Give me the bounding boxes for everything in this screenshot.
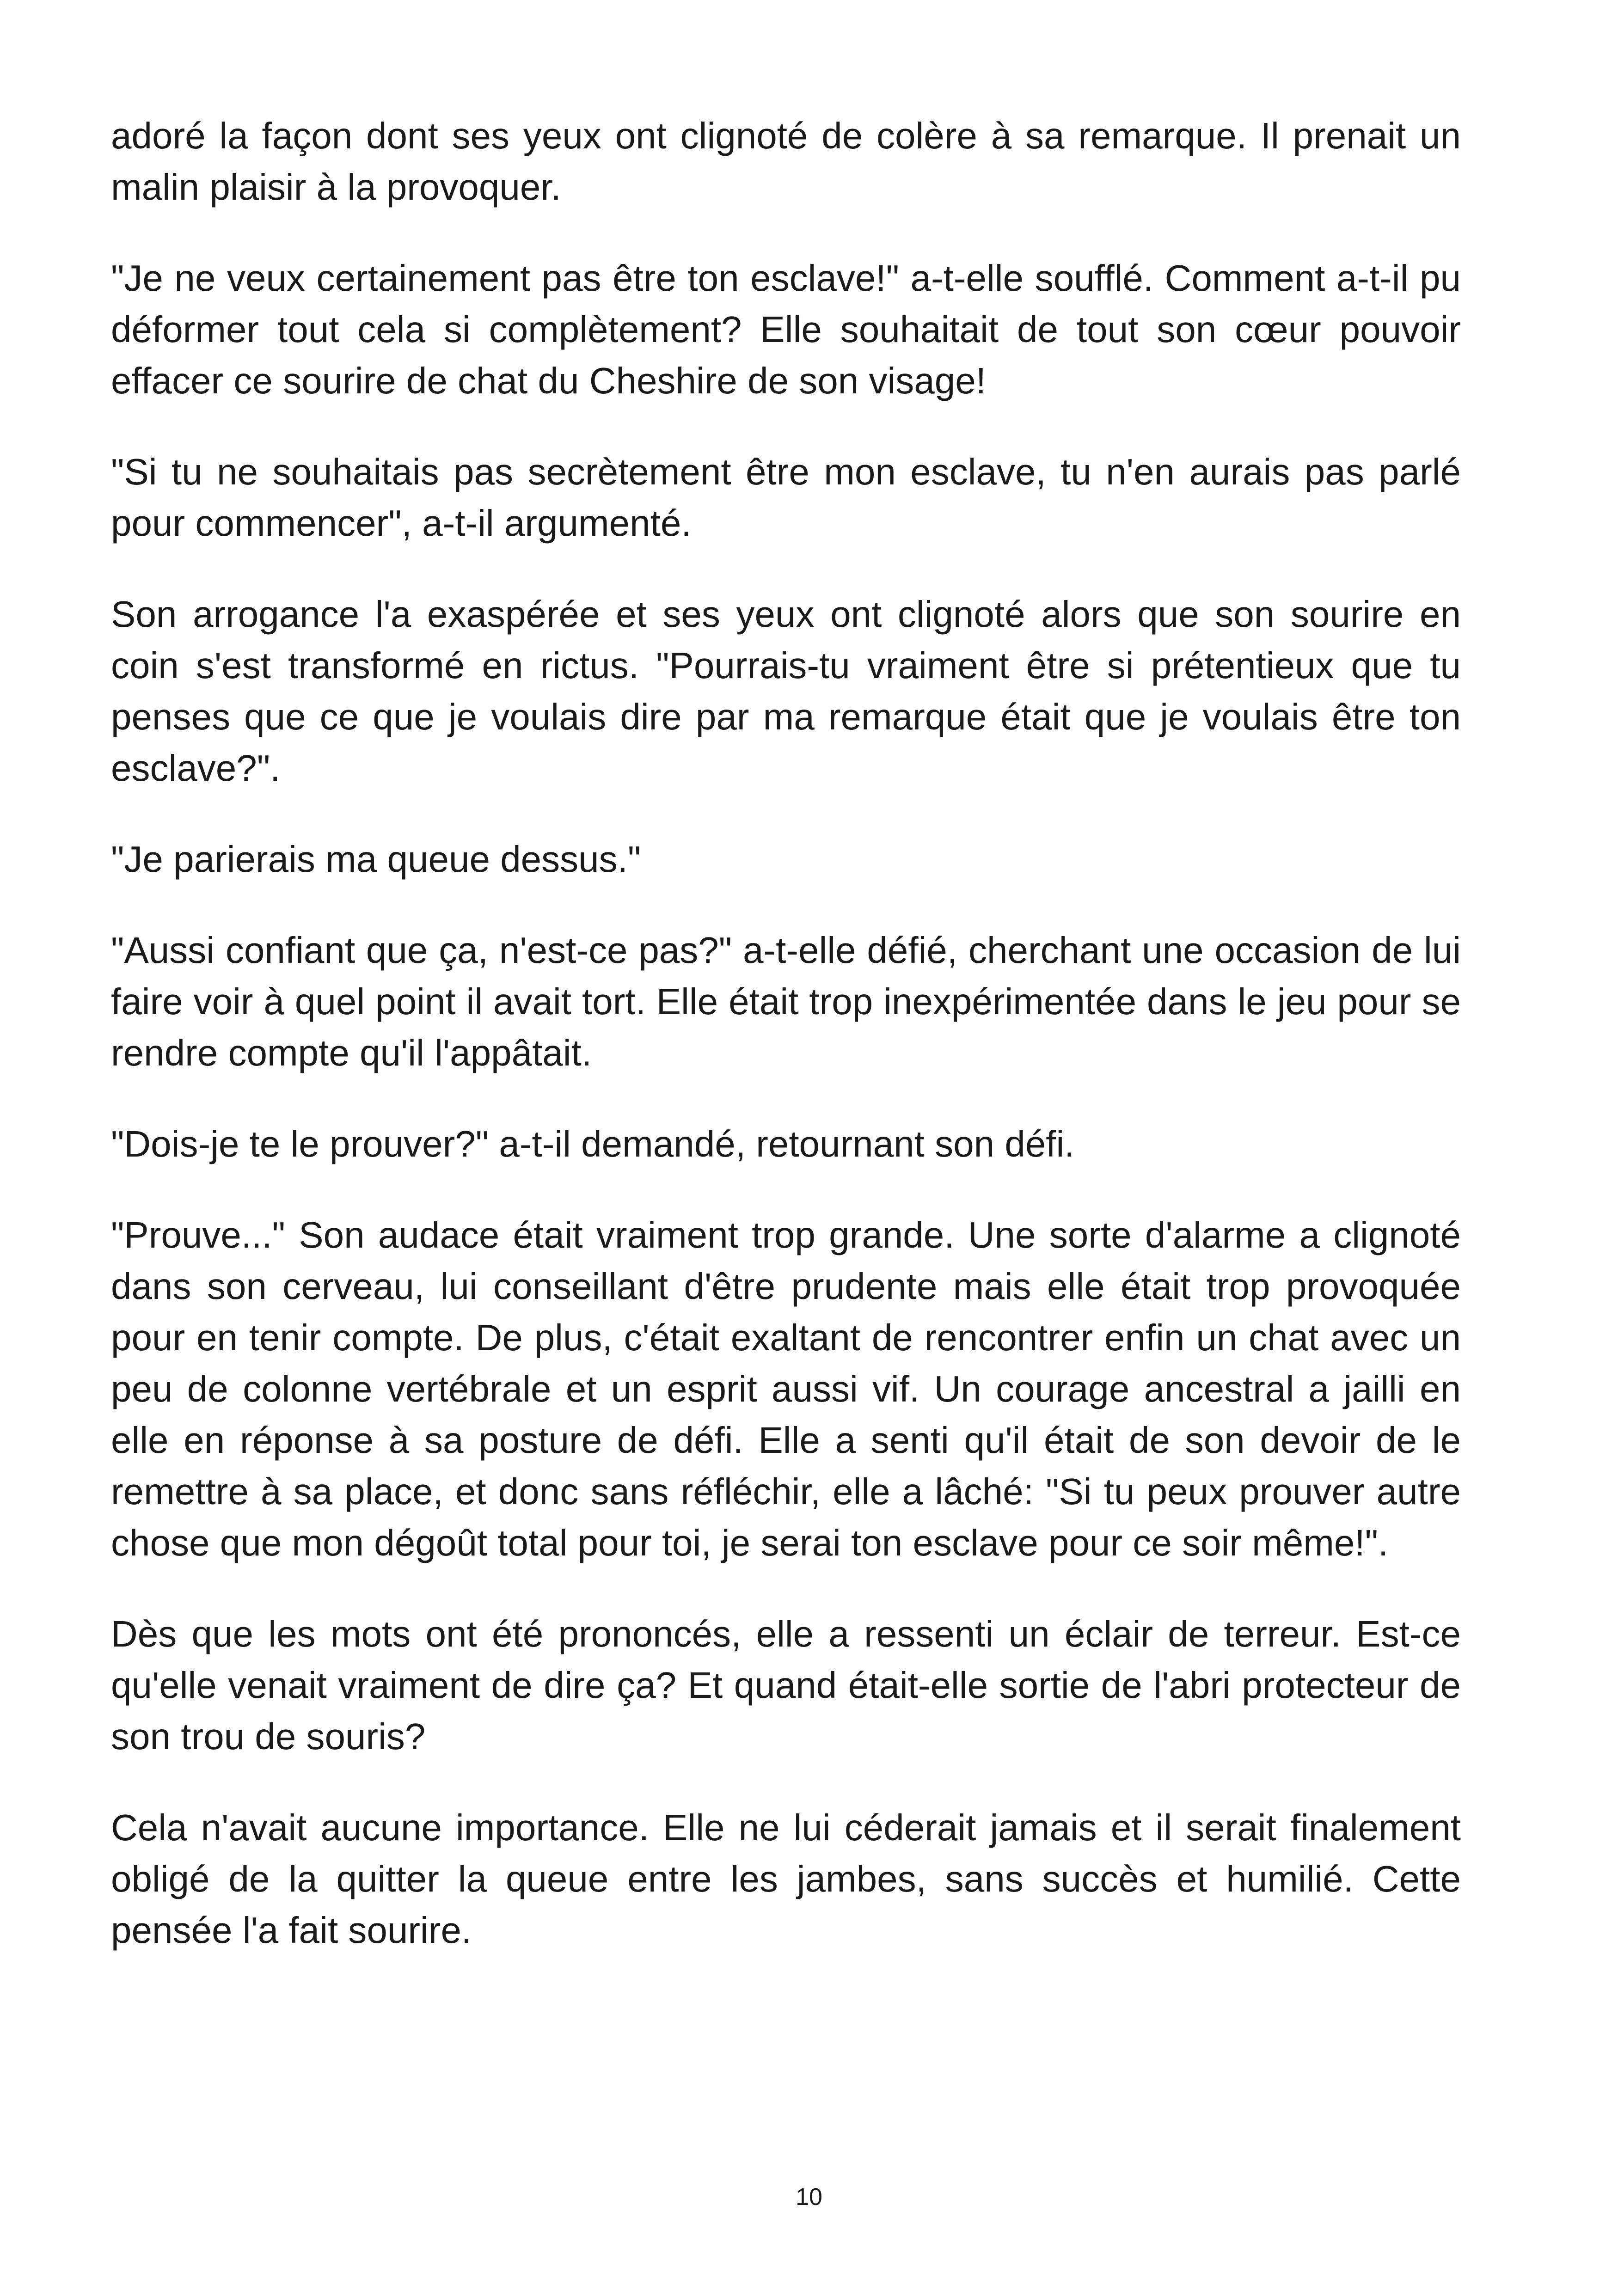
paragraph: "Je ne veux certainement pas être ton esclave!" a-t-elle soufflé. Comment a-t-il pu déformer tout cela si complètement? Elle souhaitait de tout son cœur pouvoir effacer ce sourire de chat du Cheshire de son visage! [111, 257, 1461, 401]
paragraph: "Je parierais ma queue dessus." [111, 839, 641, 880]
paragraph: Cela n'avait aucune importance. Elle ne lui céderait jamais et il serait finalement obligé de la quitter la queue entre les jambes, sans succès et humilié. Cette pensée l'a fait sourire. [111, 1807, 1461, 1951]
paragraph: "Dois-je te le prouver?" a-t-il demandé, retournant son défi. [111, 1123, 1075, 1164]
page-number: 10 [796, 2184, 822, 2210]
paragraph: "Prouve..." Son audace était vraiment trop grande. Une sorte d'alarme a clignoté dans son cerveau, lui conseillant d'être prudente mais elle était trop provoquée pour en tenir compte. De plus, c'était exaltant de rencontrer enfin un chat avec un peu de colonne vertébrale et un esprit aussi vif. Un courage ancestral a jailli en elle en réponse à sa posture de défi. Elle a senti qu'il était de son devoir de le remettre à sa place, et donc sans réfléchir, elle a lâché: "Si tu peux prouver autre chose que mon dégoût total pour toi, je serai ton esclave pour ce soir même!". [111, 1214, 1461, 1563]
paragraph: "Si tu ne souhaitais pas secrètement être mon esclave, tu n'en aurais pas parlé pour commencer", a-t-il argumenté. [111, 451, 1461, 544]
paragraph: Son arrogance l'a exaspérée et ses yeux ont clignoté alors que son sourire en coin s'est transformé en rictus. "Pourrais-tu vraiment être si prétentieux que tu penses que ce que je voulais dire par ma remarque était que je voulais être ton esclave?". [111, 594, 1461, 789]
paragraph: "Aussi confiant que ça, n'est-ce pas?" a-t-elle défié, cherchant une occasion de lui faire voir à quel point il avait tort. Elle était trop inexpérimentée dans le jeu pour se rendre compte qu'il l'appâtait. [111, 930, 1461, 1073]
paragraph: Dès que les mots ont été prononcés, elle a ressenti un éclair de terreur. Est-ce qu'elle venait vraiment de dire ça? Et quand était-elle sortie de l'abri protecteur de son trou de souris? [111, 1613, 1461, 1757]
body-text [111, 110, 1461, 1996]
paragraph: adoré la façon dont ses yeux ont clignoté de colère à sa remarque. Il prenait un malin plaisir à la provoquer. [111, 115, 1461, 208]
